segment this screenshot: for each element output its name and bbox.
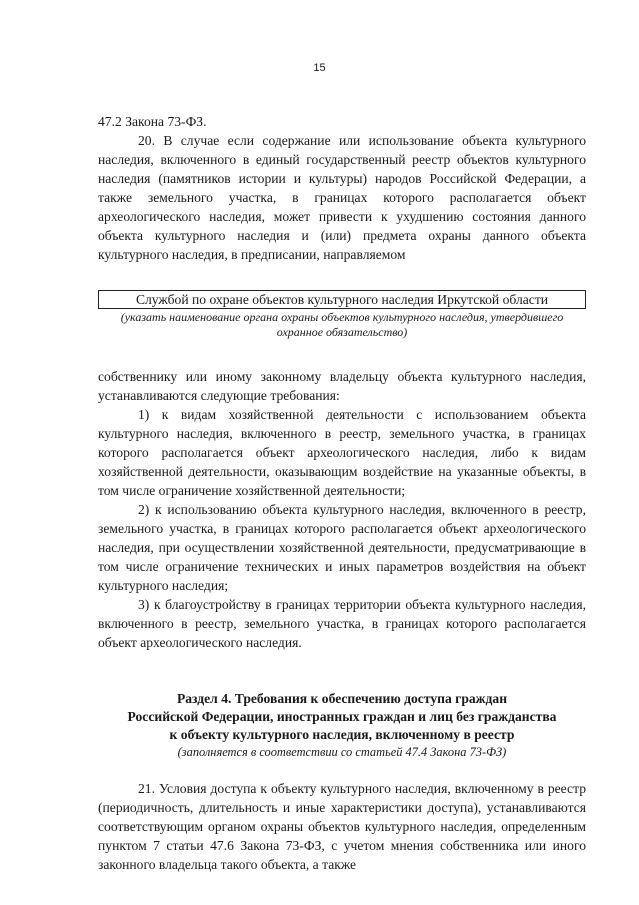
section-4-heading — [98, 690, 586, 744]
authority-block — [98, 290, 586, 340]
section-4-title-line-1: Раздел 4. Требования к обеспечению доступа граждан — [176, 691, 508, 706]
paragraph-20: 20. В случае если содержание или использование объекта культурного наследия, включенного в единый государственный реестр объектов культурного наследия (памятников истории и культуры) народов Российской Федерации, а также земельного участка, в границах которого располагается объект археологического наследия, может привести к ухудшению состояния данного объекта культурного наследия и (или) предмета охраны данного объекта культурного наследия, в предписании, направляемом — [98, 133, 586, 262]
section-4-title-line-3: к объекту культурного наследия, включенному в реестр — [169, 727, 515, 742]
page-number: 15 — [313, 62, 326, 74]
paragraph-21: 21. Условия доступа к объекту культурного наследия, включенному в реестр (периодичность, длительность и иные характеристики доступа), устанавливаются соответствующим органом охраны объектов культурного наследия, определенным пунктом 7 статьи 47.6 Закона 73-ФЗ, с учетом мнения собственника или иного законного владельца такого объекта, а также — [98, 781, 586, 872]
requirement-1: 1) к видам хозяйственной деятельности с использованием объекта культурного наследия, включенного в реестр, земельного участка, в границах которого располагается объект археологического наследия, либо к видам хозяйственной деятельности, оказывающим воздействие на указанные объекты, в том числе ограничение хозяйственной деятельности; — [98, 407, 586, 498]
intro-line: 47.2 Закона 73-ФЗ. — [98, 114, 207, 129]
section-4-title-line-2: Российской Федерации, иностранных граждан и лиц без гражданства — [127, 709, 557, 724]
requirement-2: 2) к использованию объекта культурного наследия, включенного в реестр, земельного участка, в границах которого располагается объект археологического наследия, при осуществлении хозяйственной деятельности, предусматривающие в том числе ограничение технических и иных параметров воздействия на объект культурного наследия; — [98, 502, 586, 593]
section-4-note: (заполняется в соответствии со статьей 47.4 Закона 73-ФЗ) — [177, 745, 507, 759]
requirement-3: 3) к благоустройству в границах территории объекта культурного наследия, включенного в реестр, земельного участка, в границах которого располагается объект археологического наследия. — [98, 597, 586, 650]
document-body — [98, 112, 586, 874]
authority-caption: (указать наименование органа охраны объектов культурного наследия, утвердившего охранное обязательство) — [120, 310, 564, 339]
owner-line: собственнику или иному законному владельцу объекта культурного наследия, устанавливаются следующие требования: — [98, 369, 586, 403]
authority-field: Службой по охране объектов культурного наследия Иркутской области — [98, 290, 586, 309]
